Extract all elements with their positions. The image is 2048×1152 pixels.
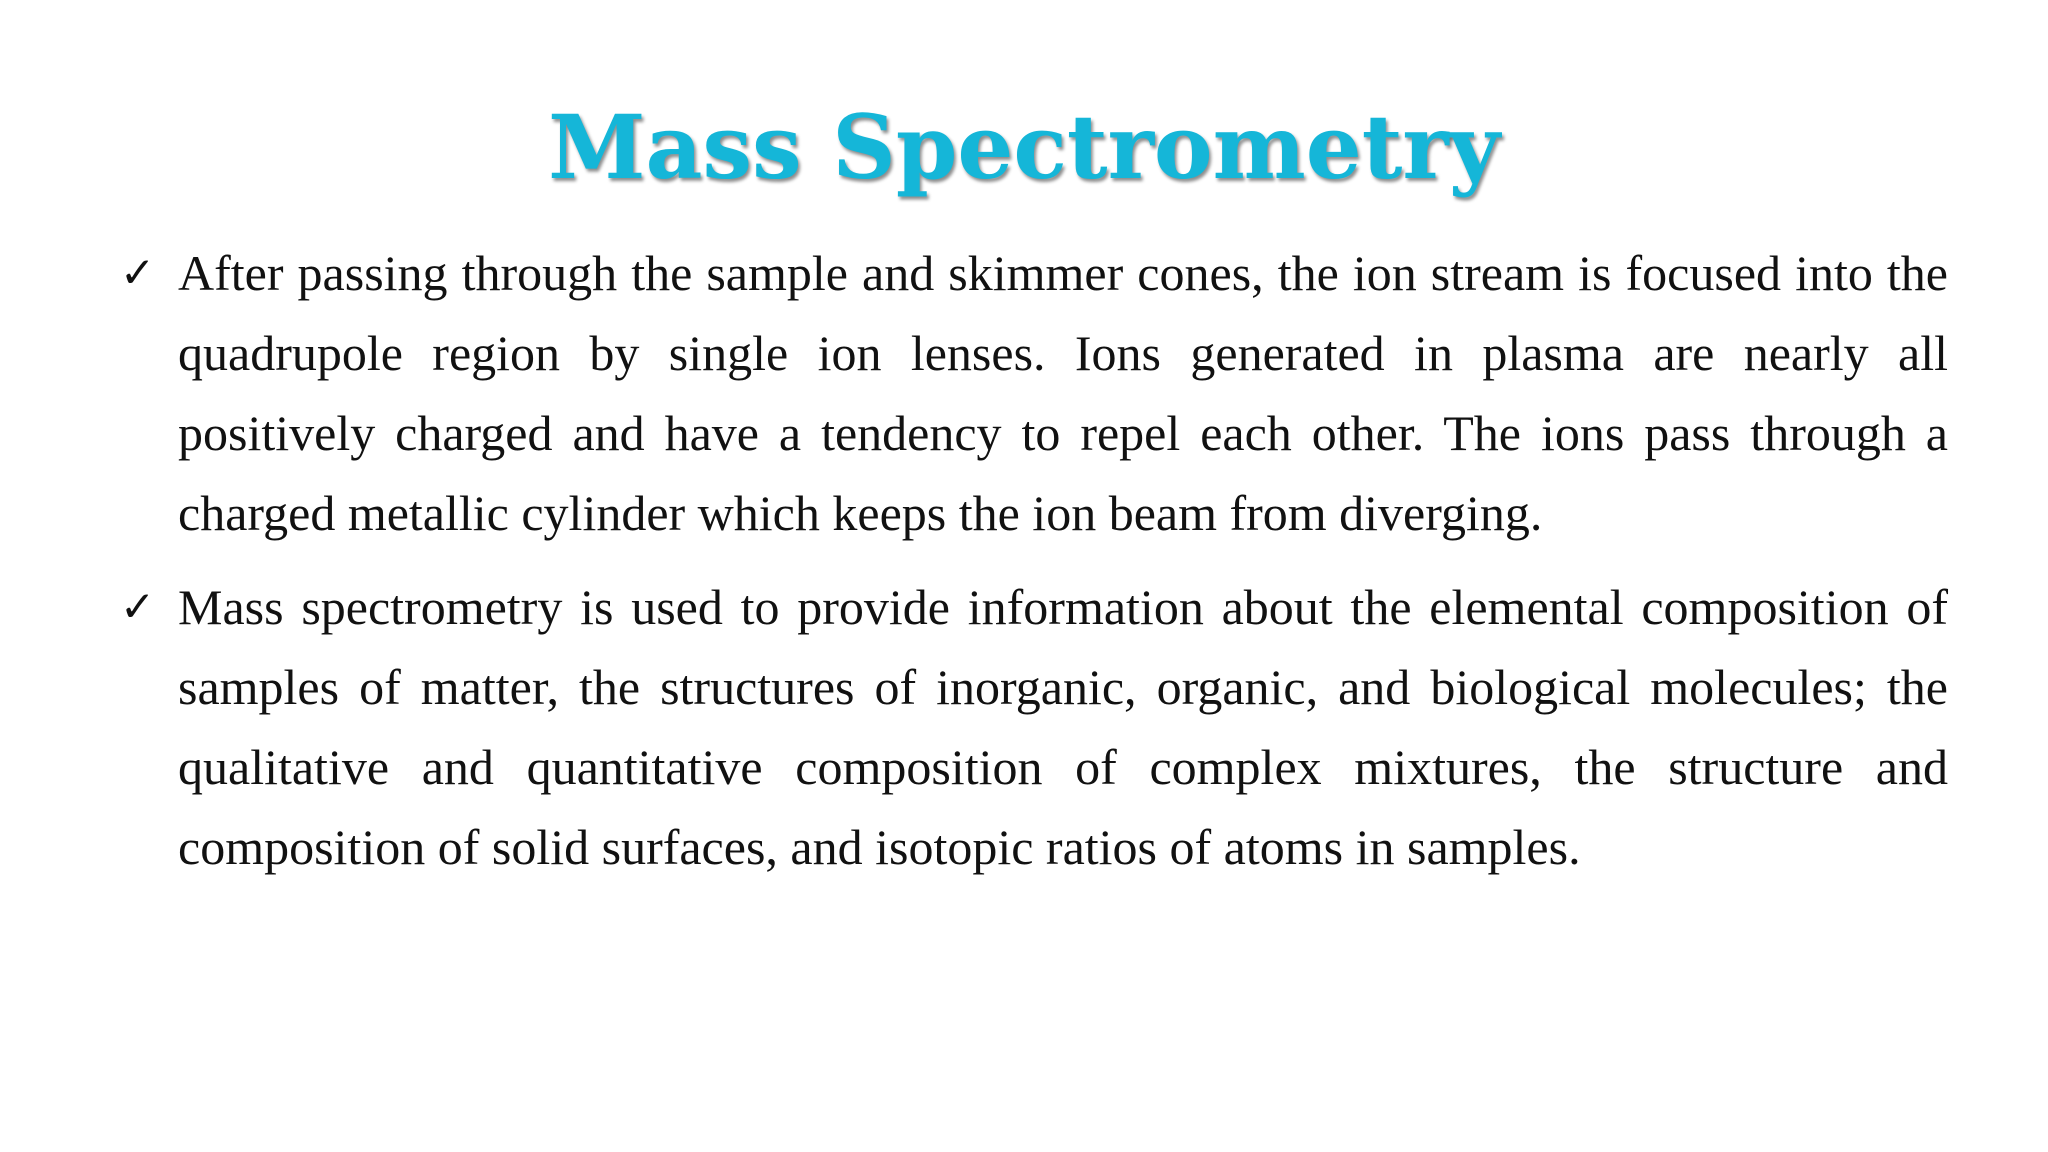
slide-title: Mass Spectrometry [548, 95, 1500, 199]
bullet-item [118, 567, 1948, 887]
bullet-list [118, 233, 1948, 901]
bullet-text: Mass spectrometry is used to provide information about the elemental composition of samples of matter, the structures of inorganic, organic, and biological molecules; the qualitative and quantitative composition of complex mixtures, the structure and composition of solid surfaces, and isotopic ratios of atoms in samples. [178, 579, 1948, 875]
bullet-text: After passing through the sample and skimmer cones, the ion stream is focused into the quadrupole region by single ion lenses. Ions generated in plasma are nearly all positively charged and have a tendency to repel each other. The ions pass through a charged metallic cylinder which keeps the ion beam from diverging. [178, 245, 1948, 541]
checkmark-icon: ✓ [120, 248, 156, 297]
bullet-item [118, 233, 1948, 553]
checkmark-icon: ✓ [120, 582, 156, 631]
